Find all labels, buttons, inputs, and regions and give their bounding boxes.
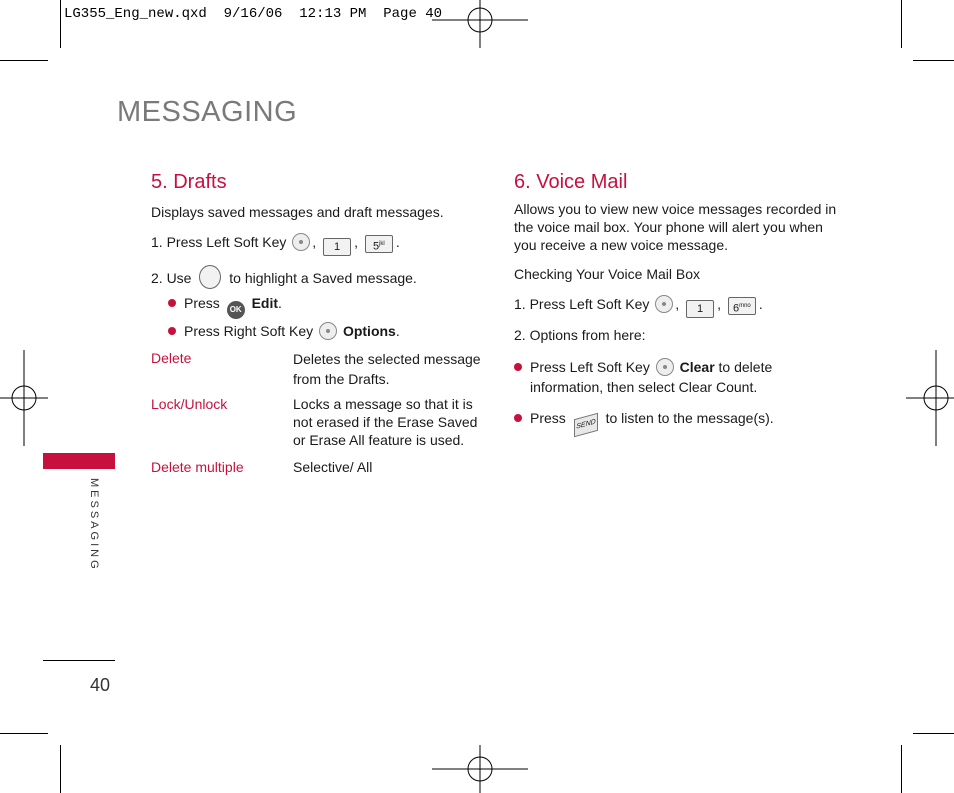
registration-mark-top bbox=[432, 0, 528, 48]
voicemail-step-2: 2. Options from here: bbox=[514, 327, 646, 343]
left-softkey-icon bbox=[655, 295, 673, 313]
drafts-bullet-2-action: Options bbox=[342, 323, 396, 339]
voicemail-step-1: 1. Press Left Soft Key , 1 , $6^{mno}$ . bbox=[514, 295, 763, 318]
drafts-bullet-options: Press Right Soft Key Options. bbox=[168, 322, 400, 340]
option-desc-delete bbox=[293, 349, 481, 389]
option-desc-lock-unlock bbox=[293, 395, 477, 449]
print-slug: LG355_Eng_new.qxd 9/16/06 12:13 PM Page 40 bbox=[64, 6, 443, 22]
nav-key-icon bbox=[199, 265, 221, 289]
number-key-5-icon bbox=[365, 235, 393, 253]
number-key-6-icon bbox=[728, 297, 756, 315]
crop-mark-top-left-v bbox=[60, 0, 61, 48]
voicemail-bullet-1-prefix: Press Left Soft Key bbox=[530, 359, 650, 375]
voicemail-desc-line: you receive a new voice message. bbox=[514, 237, 728, 253]
option-desc-line: not erased if the Erase Saved bbox=[293, 414, 478, 430]
drafts-step-1-text: 1. Press Left Soft Key bbox=[151, 234, 287, 250]
option-term-delete-multiple: Delete multiple bbox=[151, 459, 244, 475]
option-desc-delete-multiple bbox=[293, 458, 372, 476]
voicemail-description bbox=[514, 200, 836, 254]
crop-mark-bottom-right-h bbox=[913, 733, 954, 734]
voicemail-bullet-2-prefix: Press bbox=[530, 410, 566, 426]
voicemail-desc-line: Allows you to view new voice messages recorded in bbox=[514, 201, 837, 217]
registration-mark-right bbox=[906, 350, 954, 446]
number-key-1-icon: 1 bbox=[686, 300, 714, 318]
chapter-title: MESSAGING bbox=[117, 96, 298, 128]
voicemail-bullet-2-suffix: to listen to the message(s). bbox=[605, 410, 774, 426]
option-desc-line: Locks a message so that it is bbox=[293, 396, 473, 412]
drafts-bullet-1-prefix: Press bbox=[184, 295, 220, 311]
drafts-step-2-suffix: to highlight a Saved message. bbox=[229, 270, 417, 286]
bullet-icon bbox=[514, 414, 522, 422]
voicemail-bullet-1-action: Clear bbox=[679, 359, 715, 375]
option-desc-line: Selective/ All bbox=[293, 459, 373, 475]
key-6-digit: 6 bbox=[732, 303, 740, 315]
bullet-icon bbox=[168, 327, 176, 335]
voicemail-bullet-1-suffix: to delete bbox=[718, 359, 773, 375]
footer-rule bbox=[43, 660, 115, 661]
bullet-icon bbox=[514, 363, 522, 371]
drafts-step-1: 1. Press Left Soft Key , 1 , $5^{jkl}$ . bbox=[151, 233, 400, 256]
crop-mark-top-right-v bbox=[901, 0, 902, 48]
crop-mark-bottom-right-v bbox=[901, 745, 902, 793]
sidebar-label: MESSAGING bbox=[88, 478, 100, 572]
number-key-1-icon: 1 bbox=[323, 238, 351, 256]
drafts-bullet-edit: Press OK Edit. bbox=[168, 294, 282, 319]
voicemail-bullet-send bbox=[514, 409, 774, 434]
drafts-bullet-2-prefix: Press Right Soft Key bbox=[184, 323, 314, 339]
drafts-step-2-prefix: 2. Use bbox=[151, 270, 192, 286]
voicemail-bullet-1-line2: information, then select Clear Count. bbox=[530, 379, 758, 395]
crop-mark-bottom-left-h bbox=[0, 733, 48, 734]
section-tab bbox=[43, 453, 115, 469]
send-key-icon: SEND bbox=[574, 413, 598, 437]
key-5-letters: jkl bbox=[379, 241, 385, 248]
key-6-letters: mno bbox=[739, 303, 751, 310]
crop-mark-bottom-left-v bbox=[60, 745, 61, 793]
option-term-delete: Delete bbox=[151, 350, 192, 366]
drafts-bullet-1-action: Edit bbox=[251, 295, 279, 311]
page-number: 40 bbox=[90, 675, 111, 695]
left-softkey-icon bbox=[656, 358, 674, 376]
voicemail-bullet-clear bbox=[514, 357, 772, 397]
right-softkey-icon bbox=[319, 322, 337, 340]
option-term-lock-unlock: Lock/Unlock bbox=[151, 396, 228, 412]
ok-key-icon: OK bbox=[227, 301, 245, 319]
drafts-heading: 5. Drafts bbox=[151, 171, 227, 193]
voicemail-heading: 6. Voice Mail bbox=[514, 171, 628, 193]
drafts-description: Displays saved messages and draft messages. bbox=[151, 204, 444, 220]
crop-mark-top-right-h bbox=[913, 60, 954, 61]
option-desc-line: or Erase All feature is used. bbox=[293, 432, 465, 448]
registration-mark-left bbox=[0, 350, 48, 446]
registration-mark-bottom bbox=[432, 745, 528, 793]
key-5-digit: 5 bbox=[372, 241, 380, 253]
option-desc-line: from the Drafts. bbox=[293, 371, 390, 387]
voicemail-desc-line: the voice mail box. Your phone will alert you when bbox=[514, 219, 823, 235]
crop-mark-top-left-h bbox=[0, 60, 48, 61]
left-softkey-icon bbox=[292, 233, 310, 251]
voicemail-step-1-text: 1. Press Left Soft Key bbox=[514, 296, 650, 312]
voicemail-subheading: Checking Your Voice Mail Box bbox=[514, 266, 700, 282]
option-desc-line: Deletes the selected message bbox=[293, 351, 481, 367]
bullet-icon bbox=[168, 299, 176, 307]
drafts-step-2 bbox=[151, 265, 417, 289]
